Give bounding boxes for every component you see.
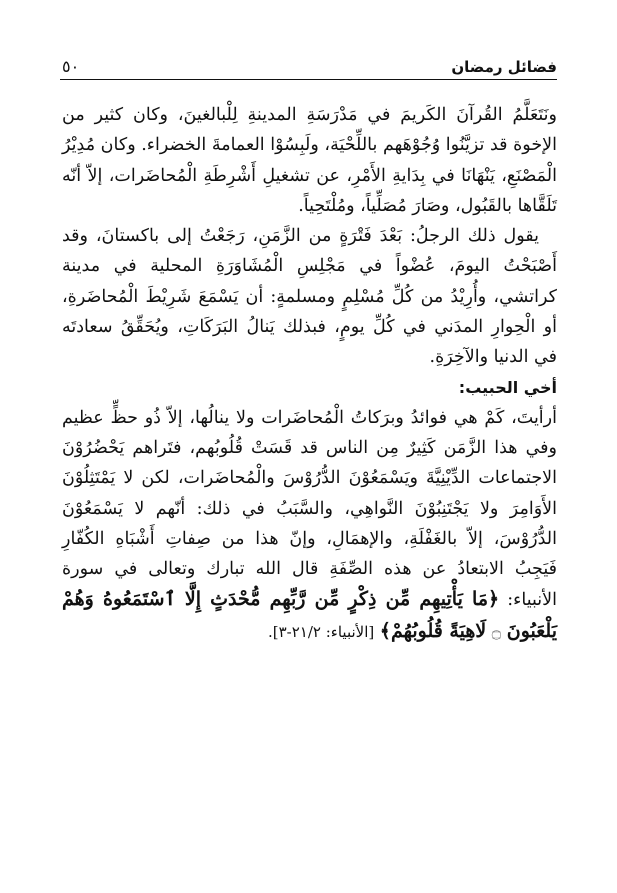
verse-reference: [الأنبياء: ٢١/٢-٣].	[267, 622, 375, 641]
header-divider	[60, 79, 557, 80]
ayah-end-marker: ۝	[491, 621, 502, 641]
quran-verse-part-1: مَا يَأْتِيهِم مِّن ذِكْرٍ مِّن رَّبِّهِم مُّحْدَثٍ إِلَّا ٱسْتَمَعُوهُ وَهُمْ يَلْعَبُونَ	[62, 588, 557, 642]
subheading: أخي الحبيب:	[458, 377, 557, 397]
paragraph-3	[62, 403, 557, 647]
quran-close-bracket: ﴾	[379, 619, 391, 642]
paragraph-3-text: أرأيتَ، كَمْ هي فوائدُ وبرَكاتُ الْمُحاضَرات ولا ينالُها، إلاّ ذُو حظٍّ عظيم وفي هذا الزَّمَن كَثِيرٌ مِن الناس قد قَسَتْ قُلُوبُهم، فتَراهم يَحْضُرُوْنَ الاجتماعات الدِّيْنِيَّةَ ويَسْمَعُوْنَ الدُّرُوْسَ والْمُحاضَرات، لكن لا يَمْتَثِلُوْنَ الأَوَامِرَ ولا يَجْتَنِبُوْنَ النَّواهِي، والسَّبَبُ في ذلك: أنّهم لا يَسْمَعُوْنَ الدُّرُوْسَ، إلاّ بالغَفْلَةِ، والإهمَالِ، وإنّ هذا من صِفاتِ أَشْبَاهِ الكُفّارِ فَيَجِبُ الابتعادُ عن هذه الصِّفَةِ قال الله تبارك وتعالى في سورة الأنبياء:	[62, 407, 557, 611]
paragraph-2: يقول ذلك الرجلُ: بَعْدَ فَتْرَةٍ من الزَّمَنِ، رَجَعْتُ إلى باكستانَ، وقد أَصْبَحْتُ اليومَ، عُضْواً في مَجْلِسِ الْمُشَاوَرَةِ المحلية في مدينة كراتشي، وأُرِيْدُ من كُلِّ مُسْلِمٍ ومسلمةٍ: أن يَسْمَعَ شَرِيْطَ الْمُحاضَرةِ، أو الْحِوارِ المدَني في كُلِّ يومٍ، فبذلك يَنالُ البَرَكَاتِ، ويُحَقِّقُ سعادتَه في الدنيا والآخِرَةِ.	[62, 226, 557, 368]
paragraph-1: ونَتَعَلَّمُ القُرآنَ الكَريمَ في مَدْرَسَةِ المدينةِ لِلْبالغينَ، وكان كثير من الإخوة قد تزيَّنُوا وُجُوْهَهم باللِّحْيَة، ولَبِسُوْا العمامةَ الخضراء. وكان مُدِيْرُ الْمَصْنَعِ، يَنْهَانَا في بِدَايةِ الأَمْرِ، عن تشغيلِ أَشْرِطَةِ الْمُحاضَرات، إلاّ أنّه تَلَقَّاها بالقَبُول، وصَارَ مُصَلِّياً، ومُلْتَحِياً.	[62, 105, 557, 216]
running-title: فضائل رمضان	[451, 58, 557, 76]
page-number: ٥٠	[62, 57, 80, 76]
quran-open-bracket: ﴿	[488, 588, 500, 611]
body-text	[62, 100, 557, 647]
page-header	[62, 50, 557, 76]
quran-verse-part-2: لَاهِيَةً قُلُوبُهُمْ	[390, 619, 487, 642]
